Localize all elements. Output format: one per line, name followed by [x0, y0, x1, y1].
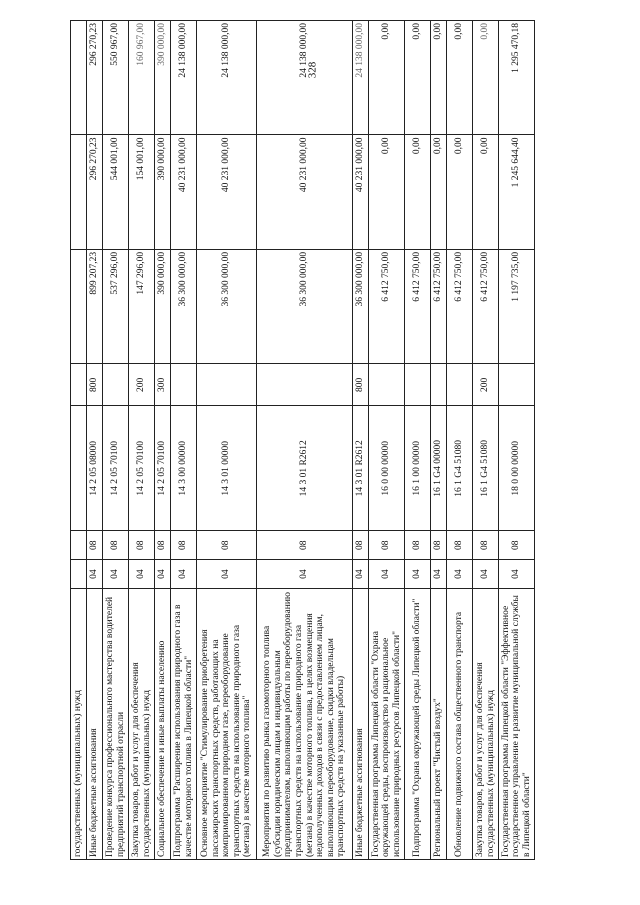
cell-name: Иные бюджетные ассигнования	[353, 589, 369, 860]
cell-section: 04	[129, 560, 155, 589]
cell-subsection: 08	[431, 531, 447, 560]
cell-amount-year1: 537 296,00	[103, 249, 129, 363]
cell-amount-year3: 0,00	[431, 21, 447, 135]
cell-subsection: 08	[405, 531, 431, 560]
table-row	[171, 21, 197, 860]
cell-subsection: 08	[103, 531, 129, 560]
cell-amount-year3	[71, 21, 87, 135]
cell-expense-type	[257, 364, 353, 406]
table-body	[71, 21, 535, 860]
cell-amount-year2: 40 231 000,00	[257, 135, 353, 249]
cell-name: Подпрограмма "Расширение использования природного газа в качестве моторного топлива в Липецкой области"	[171, 589, 197, 860]
cell-section: 04	[257, 560, 353, 589]
cell-subsection: 08	[353, 531, 369, 560]
cell-section: 04	[499, 560, 535, 589]
cell-expense-type: 200	[473, 364, 499, 406]
cell-amount-year3: 24 138 000,00	[257, 21, 353, 135]
cell-amount-year3: 390 000,00	[155, 21, 171, 135]
cell-subsection: 08	[473, 531, 499, 560]
cell-name: Мероприятия по развитию рынка газомоторного топлива (субсидии юридическим лицам и индивидуальным предпринимателям, выполняющим работы по переоборудованию транспортных средств на использование природного газа (метана) в качестве моторного топлива, в целях возмещения недополученных доходов в связи с предоставлением лицам, выполняющим переоборудование, скидки владельцам транспортных средств на указанные работы)	[257, 589, 353, 860]
cell-amount-year2: 40 231 000,00	[171, 135, 197, 249]
cell-section: 04	[103, 560, 129, 589]
cell-subsection: 08	[369, 531, 405, 560]
cell-amount-year3: 0,00	[369, 21, 405, 135]
cell-expense-type: 200	[129, 364, 155, 406]
cell-target-code: 16 1 G4 51080	[473, 406, 499, 531]
cell-amount-year2: 154 001,00	[129, 135, 155, 249]
cell-amount-year1: 6 412 750,00	[447, 249, 473, 363]
cell-amount-year2	[71, 135, 87, 249]
cell-section: 04	[473, 560, 499, 589]
cell-amount-year2: 296 270,23	[87, 135, 103, 249]
cell-amount-year2: 0,00	[473, 135, 499, 249]
cell-name: государственных (муниципальных) нужд	[71, 589, 87, 860]
cell-amount-year1: 1 197 735,00	[499, 249, 535, 363]
cell-amount-year3: 0,00	[405, 21, 431, 135]
cell-amount-year2: 0,00	[447, 135, 473, 249]
cell-amount-year2: 390 000,00	[155, 135, 171, 249]
cell-section: 04	[353, 560, 369, 589]
cell-expense-type	[171, 364, 197, 406]
cell-amount-year1: 6 412 750,00	[431, 249, 447, 363]
cell-section: 04	[431, 560, 447, 589]
cell-amount-year2: 40 231 000,00	[353, 135, 369, 249]
table-row	[71, 21, 87, 860]
cell-target-code: 14 2 05 70100	[155, 406, 171, 531]
cell-expense-type	[447, 364, 473, 406]
cell-expense-type	[499, 364, 535, 406]
cell-name: Государственная программа Липецкой области "Охрана окружающей среды, воспроизводство и рациональное использование природных ресурсов Липецкой области"	[369, 589, 405, 860]
cell-target-code: 14 2 05 70100	[129, 406, 155, 531]
cell-amount-year3: 0,00	[447, 21, 473, 135]
cell-subsection: 08	[171, 531, 197, 560]
cell-amount-year3: 160 967,00	[129, 21, 155, 135]
cell-amount-year1: 147 296,00	[129, 249, 155, 363]
cell-target-code: 18 0 00 00000	[499, 406, 535, 531]
cell-section: 04	[197, 560, 257, 589]
cell-amount-year3: 550 967,00	[103, 21, 129, 135]
rotated-table-wrapper	[70, 20, 590, 860]
cell-expense-type	[71, 364, 87, 406]
cell-amount-year2: 0,00	[369, 135, 405, 249]
cell-expense-type	[197, 364, 257, 406]
cell-target-code: 14 3 01 R2612	[353, 406, 369, 531]
cell-section: 04	[405, 560, 431, 589]
cell-name: Основное мероприятие "Стимулирование приобретения пассажирских транспортных средств, работающих на компримированном природном газе, переоборудование транспортных средств на использование природного газа (метана) в качестве моторного топлива"	[197, 589, 257, 860]
table-row	[405, 21, 431, 860]
cell-amount-year1: 899 207,23	[87, 249, 103, 363]
cell-target-code: 14 3 01 00000	[197, 406, 257, 531]
cell-name: Подпрограмма "Охрана окружающей среды Липецкой области"	[405, 589, 431, 860]
cell-target-code: 14 3 00 00000	[171, 406, 197, 531]
cell-name: Закупка товаров, работ и услуг для обеспечения государственных (муниципальных) нужд	[129, 589, 155, 860]
cell-target-code: 16 1 G4 00000	[431, 406, 447, 531]
cell-amount-year1: 36 300 000,00	[353, 249, 369, 363]
cell-expense-type	[103, 364, 129, 406]
table-row	[473, 21, 499, 860]
cell-name: Иные бюджетные ассигнования	[87, 589, 103, 860]
table-row	[431, 21, 447, 860]
table-row	[103, 21, 129, 860]
table-row	[155, 21, 171, 860]
cell-target-code: 16 1 G4 51080	[447, 406, 473, 531]
cell-amount-year1: 6 412 750,00	[369, 249, 405, 363]
cell-target-code: 16 0 00 00000	[369, 406, 405, 531]
cell-amount-year3: 1 295 470,18	[499, 21, 535, 135]
cell-amount-year2: 1 245 644,40	[499, 135, 535, 249]
cell-section: 04	[171, 560, 197, 589]
cell-amount-year1: 390 000,00	[155, 249, 171, 363]
cell-subsection: 08	[447, 531, 473, 560]
cell-amount-year1: 36 300 000,00	[257, 249, 353, 363]
cell-amount-year2: 544 001,00	[103, 135, 129, 249]
table-row	[499, 21, 535, 860]
table-row	[129, 21, 155, 860]
cell-subsection: 08	[155, 531, 171, 560]
cell-section: 04	[369, 560, 405, 589]
cell-name: Государственная программа Липецкой области "Эффективное государственное управление и развитие муниципальной службы в Липецкой области"	[499, 589, 535, 860]
cell-subsection: 08	[197, 531, 257, 560]
cell-section: 04	[447, 560, 473, 589]
cell-section	[71, 560, 87, 589]
cell-amount-year1	[71, 249, 87, 363]
cell-amount-year3: 24 138 000,00	[197, 21, 257, 135]
table-row	[197, 21, 257, 860]
cell-name: Обновление подвижного состава общественного транспорта	[447, 589, 473, 860]
cell-amount-year2: 0,00	[431, 135, 447, 249]
cell-target-code	[71, 406, 87, 531]
cell-name: Социальное обеспечение и иные выплаты населению	[155, 589, 171, 860]
cell-amount-year1: 36 300 000,00	[171, 249, 197, 363]
page-number: 328	[306, 61, 319, 79]
cell-subsection: 08	[87, 531, 103, 560]
cell-amount-year2: 0,00	[405, 135, 431, 249]
cell-amount-year1: 6 412 750,00	[405, 249, 431, 363]
cell-amount-year1: 6 412 750,00	[473, 249, 499, 363]
cell-expense-type	[431, 364, 447, 406]
cell-subsection	[71, 531, 87, 560]
cell-section: 04	[87, 560, 103, 589]
cell-target-code: 14 2 05 70100	[103, 406, 129, 531]
cell-target-code: 14 3 01 R2612	[257, 406, 353, 531]
cell-subsection: 08	[499, 531, 535, 560]
budget-table	[70, 20, 535, 860]
cell-amount-year3: 0,00	[473, 21, 499, 135]
cell-expense-type: 800	[87, 364, 103, 406]
table-row	[353, 21, 369, 860]
cell-expense-type	[369, 364, 405, 406]
cell-amount-year2: 40 231 000,00	[197, 135, 257, 249]
cell-amount-year1: 36 300 000,00	[197, 249, 257, 363]
cell-name: Закупка товаров, работ и услуг для обеспечения государственных (муниципальных) нужд	[473, 589, 499, 860]
cell-subsection: 08	[257, 531, 353, 560]
cell-target-code: 14 2 05 08000	[87, 406, 103, 531]
cell-name: Региональный проект "Чистый воздух"	[431, 589, 447, 860]
cell-subsection: 08	[129, 531, 155, 560]
cell-name: Проведение конкурса профессионального мастерства водителей предприятий транспортной отрасли	[103, 589, 129, 860]
table-row	[447, 21, 473, 860]
cell-section: 04	[155, 560, 171, 589]
cell-expense-type: 300	[155, 364, 171, 406]
cell-amount-year3: 296 270,23	[87, 21, 103, 135]
cell-target-code: 16 1 00 00000	[405, 406, 431, 531]
table-row	[369, 21, 405, 860]
cell-amount-year3: 24 138 000,00	[171, 21, 197, 135]
cell-expense-type	[405, 364, 431, 406]
cell-amount-year3: 24 138 000,00	[353, 21, 369, 135]
cell-expense-type: 800	[353, 364, 369, 406]
table-row	[87, 21, 103, 860]
table-row	[257, 21, 353, 860]
